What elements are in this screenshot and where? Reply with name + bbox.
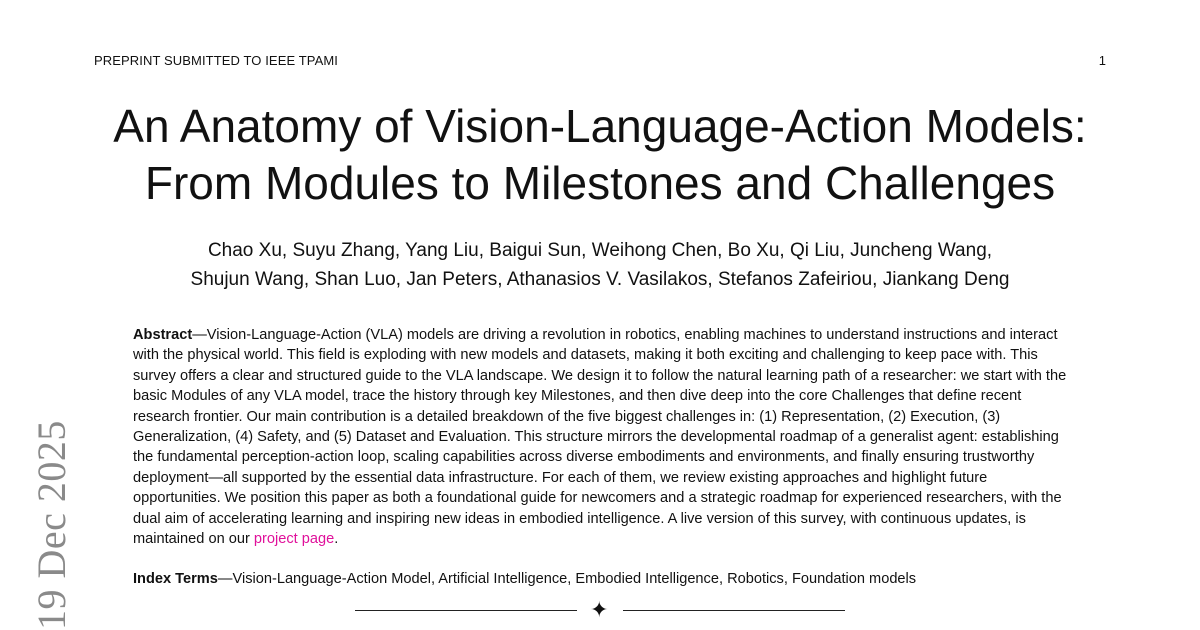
authors-line-2: Shujun Wang, Shan Luo, Jan Peters, Athanasios V. Vasilakos, Stefanos Zafeiriou, Jiankang Deng [190, 269, 1010, 290]
running-header: PREPRINT SUBMITTED TO IEEE TPAMI [94, 53, 338, 68]
abstract-text: —Vision-Language-Action (VLA) models are driving a revolution in robotics, enabling machines to understand instructions and interact with the physical world. This field is exploding with new models and datasets, making it both exciting and challenging to keep pace with. This survey offers a clear and structured guide to the VLA landscape. We design it to follow the natural learning path of a researcher: we start with the basic Modules of any VLA model, trace the history through key Milestones, and then dive deep into the core Challenges that define recent research frontier. Our main contribution is a detailed breakdown of the five biggest challenges in: (1) Representation, (2) Execution, (3) Generalization, (4) Safety, and (5) Dataset and Evaluation. This structure mirrors the developmental roadmap of a generalist agent: establishing the fundamental perception-action loop, scaling capabilities across diverse embodiments and environments, and finally ensuring trustworthy deployment—all supported by the essential data infrastructure. For each of them, we review existing approaches and highlight future opportunities. We position this paper as both a foundational guide for newcomers and a strategic roadmap for experienced researchers, with the dual aim of accelerating learning and inspiring new ideas in embodied intelligence. A live version of this survey, with continuous updates, is maintained on our [133, 327, 1067, 548]
abstract-end: . [334, 531, 339, 548]
author-list [0, 236, 1200, 294]
title-line-2: From Modules to Milestones and Challenges [144, 157, 1056, 209]
paper-title [0, 98, 1200, 212]
index-terms-text: —Vision-Language-Action Model, Artificial Intelligence, Embodied Intelligence, Robotics, Foundation models [217, 571, 917, 587]
project-page-link[interactable]: project page [253, 531, 335, 548]
divider-line-left [355, 610, 577, 611]
index-terms-label: Index Terms [133, 571, 218, 587]
star-icon: ✦ [590, 598, 609, 623]
authors-line-1: Chao Xu, Suyu Zhang, Yang Liu, Baigui Sun, Weihong Chen, Bo Xu, Qi Liu, Juncheng Wang, [207, 240, 993, 261]
title-line-1: An Anatomy of Vision-Language-Action Models: [113, 100, 1087, 152]
page-number: 1 [1098, 53, 1106, 68]
abstract-label: Abstract [133, 327, 193, 343]
arxiv-date-stamp: 19 Dec 2025 [29, 420, 74, 630]
index-terms [133, 569, 1073, 589]
abstract [133, 325, 1073, 549]
section-divider [355, 600, 845, 622]
divider-line-right [623, 610, 845, 611]
